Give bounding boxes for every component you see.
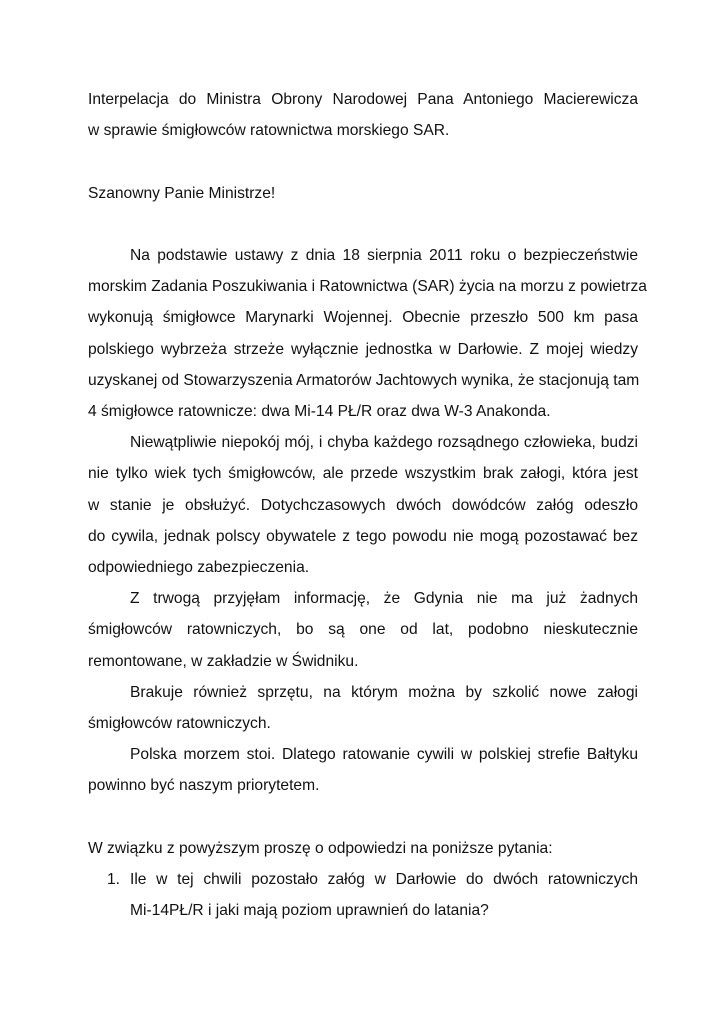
question-number: 1. — [107, 871, 121, 889]
spacer — [88, 802, 638, 833]
paragraph-line: Polska morzem stoi. Dlatego ratowanie cywili w polskiej strefie Bałtyku — [130, 746, 638, 764]
paragraph-line: w stanie je obsłużyć. Dotychczasowych dwóch dowódców załóg odeszło — [88, 496, 638, 514]
list-item — [88, 864, 638, 926]
spacer — [88, 209, 638, 240]
paragraph-line: nie tylko wiek tych śmigłowców, ale przede wszystkim brak załogi, która jest — [88, 465, 638, 483]
paragraph — [88, 427, 638, 583]
questions-intro: W związku z powyższym proszę o odpowiedzi na poniższe pytania: — [88, 839, 553, 857]
document-page — [88, 84, 647, 926]
question-line: Ile w tej chwili pozostało załóg w Darłowie do dwóch ratowniczych — [130, 871, 638, 889]
paragraph-line: wykonują śmigłowce Marynarki Wojennej. Obecnie przeszło 500 km pasa — [88, 309, 638, 327]
paragraph — [88, 583, 638, 677]
heading-line: w sprawie śmigłowców ratownictwa morskiego SAR. — [88, 122, 450, 140]
document-heading — [88, 84, 638, 146]
question-text — [130, 864, 638, 926]
paragraph-line: polskiego wybrzeża strzeże wyłącznie jednostka w Darłowie. Z mojej wiedzy — [88, 340, 638, 358]
paragraph-line: do cywila, jednak polscy obywatele z tego powodu nie mogą pozostawać bez — [88, 527, 638, 545]
paragraph-line: powinno być naszym priorytetem. — [88, 777, 320, 795]
heading-line: Interpelacja do Ministra Obrony Narodowej Pana Antoniego Macierewicza — [88, 91, 638, 108]
paragraph-line: Niewątpliwie niepokój mój, i chyba każdego rozsądnego człowieka, budzi — [130, 434, 638, 452]
paragraph-line: morskim Zadania Poszukiwania i Ratownictwa (SAR) życia na morzu z powietrza — [88, 278, 647, 296]
paragraph-line: Na podstawie ustawy z dnia 18 sierpnia 2011 roku o bezpieczeństwie — [130, 246, 638, 264]
paragraph — [88, 240, 647, 427]
paragraph-line: odpowiedniego zabezpieczenia. — [88, 559, 310, 577]
paragraph-line: 4 śmigłowce ratownicze: dwa Mi-14 PŁ/R oraz dwa W-3 Anakonda. — [88, 403, 551, 420]
spacer — [88, 146, 638, 177]
salutation: Szanowny Panie Ministrze! — [88, 184, 276, 202]
paragraph-line: remontowane, w zakładzie w Świdniku. — [88, 652, 359, 670]
paragraph-line: śmigłowców ratowniczych, bo są one od lat, podobno nieskutecznie — [88, 621, 638, 639]
questions-list — [88, 864, 638, 926]
paragraph-line: Z trwogą przyjęłam informację, że Gdynia nie ma już żadnych — [130, 590, 638, 608]
paragraph-line: Brakuje również sprzętu, na którym można by szkolić nowe załogi — [130, 683, 638, 701]
paragraph-line: śmigłowców ratowniczych. — [88, 715, 271, 733]
paragraph — [88, 739, 638, 801]
paragraph-line: uzyskanej od Stowarzyszenia Armatorów Jachtowych wynika, że stacjonują tam — [88, 371, 640, 389]
paragraph — [88, 677, 638, 739]
question-line: Mi-14PŁ/R i jaki mają poziom uprawnień do latania? — [130, 902, 489, 920]
